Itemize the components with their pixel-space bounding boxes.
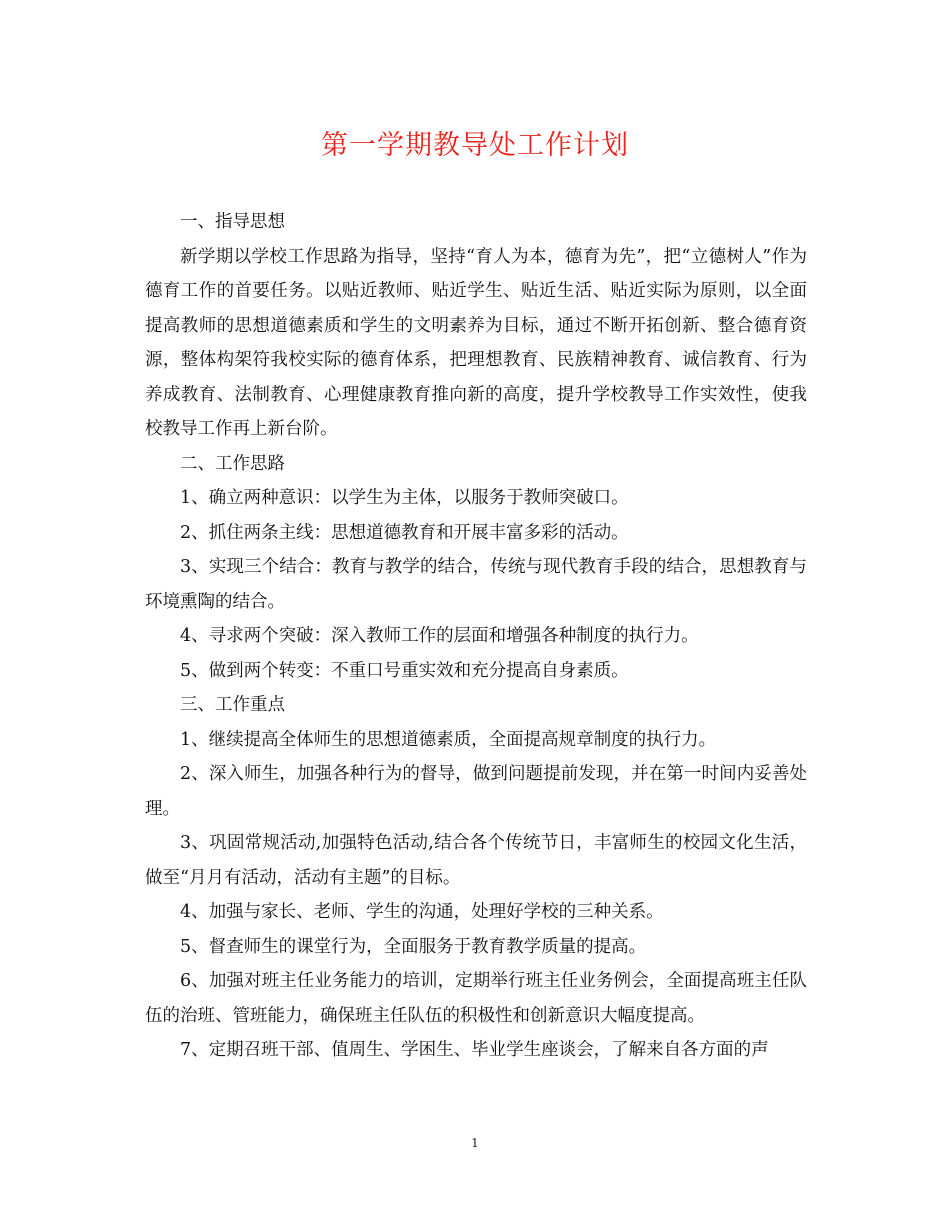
section-heading-guiding-thought: 一、指导思想 xyxy=(180,212,285,232)
list-item-approach-3: 3、实现三个结合：教育与教学的结合，传统与现代教育手段的结合，思想教育与环境熏陶的结合。 xyxy=(145,557,807,612)
list-item-approach-1: 1、确立两种意识：以学生为主体，以服务于教师突破口。 xyxy=(180,488,629,508)
list-item-focus-7: 7、定期召班干部、值周生、学困生、毕业学生座谈会，了解来自各方面的声 xyxy=(180,1040,769,1060)
list-item-focus-3: 3、巩固常规活动,加强特色活动,结合各个传统节日，丰富师生的校园文化生活，做至“月月有活动，活动有主题”的目标。 xyxy=(145,833,807,888)
list-item-approach-2: 2、抓住两条主线：思想道德教育和开展丰富多彩的活动。 xyxy=(180,522,629,543)
list-item-focus-1: 1、继续提高全体师生的思想道德素质，全面提高规章制度的执行力。 xyxy=(180,729,717,750)
page-number: 1 xyxy=(471,1136,479,1150)
document-body xyxy=(145,205,807,1068)
section-heading-work-focus: 三、工作重点 xyxy=(180,695,285,715)
list-item-focus-2: 2、深入师生，加强各种行为的督导，做到问题提前发现，并在第一时间内妥善处理。 xyxy=(145,764,807,819)
document-title: 第一学期教导处工作计划 xyxy=(321,130,629,161)
list-item-approach-4: 4、寻求两个突破：深入教师工作的层面和增强各种制度的执行力。 xyxy=(180,626,699,646)
section-heading-work-approach: 二、工作思路 xyxy=(180,453,285,474)
list-item-approach-5: 5、做到两个转变：不重口号重实效和充分提高自身素质。 xyxy=(180,660,629,681)
paragraph-guiding-thought: 新学期以学校工作思路为指导，坚持“育人为本，德育为先”，把“立德树人”作为德育工作的首要任务。以贴近教师、贴近学生、贴近生活、贴近实际为原则，以全面提高教师的思想道德素质和学生的文明素养为目标，通过不断开拓创新、整合德育资源，整体构架符我校实际的德育体系，把理想教育、民族精神教育、诚信教育、行为养成教育、法制教育、心理健康教育推向新的高度，提升学校教导工作实效性，使我校教导工作再上新台阶。 xyxy=(145,246,807,439)
list-item-focus-4: 4、加强与家长、老师、学生的沟通，处理好学校的三种关系。 xyxy=(180,902,664,922)
list-item-focus-5: 5、督查师生的课堂行为，全面服务于教育教学质量的提高。 xyxy=(180,936,647,957)
list-item-focus-6: 6、加强对班主任业务能力的培训，定期举行班主任业务例会，全面提高班主任队伍的治班、管班能力，确保班主任队伍的积极性和创新意识大幅度提高。 xyxy=(145,971,807,1026)
